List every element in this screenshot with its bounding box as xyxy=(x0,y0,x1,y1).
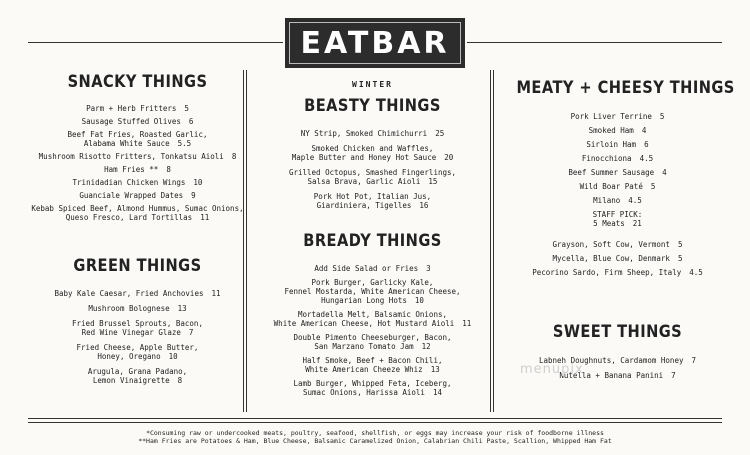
heading-meaty-cheesy-things: MEATY + CHEESY THINGS xyxy=(516,78,735,98)
menu-item xyxy=(500,126,735,135)
menu-item xyxy=(20,165,255,174)
menu-item-name: Add Side Salad or Fries xyxy=(314,264,419,273)
menu-item-price: 13 xyxy=(430,365,440,374)
eatbar-logo xyxy=(285,18,465,68)
season-label: WINTER xyxy=(352,80,393,89)
menu-item-name: Lemon Vinaigrette xyxy=(92,376,170,385)
menu-item xyxy=(20,139,255,148)
menu-item xyxy=(20,343,255,352)
menu-item xyxy=(500,168,735,177)
menu-item-name: Red Wine Vinegar Glaze xyxy=(81,328,181,337)
menu-item-name: Sumac Onions, Harissa Aioli xyxy=(303,388,425,397)
menu-item-name: Pork Burger, Garlicky Kale, xyxy=(311,278,434,287)
menu-item xyxy=(255,264,490,273)
menu-item-name: White American Cheeze Whiz xyxy=(305,365,423,374)
menu-item-price: 8 xyxy=(166,165,171,174)
brand-name: EATBAR xyxy=(289,22,461,64)
menu-item xyxy=(20,289,255,298)
menu-item-price: 8 xyxy=(231,152,237,161)
menu-item-name: Maple Butter and Honey Hot Sauce xyxy=(291,153,437,162)
menu-item xyxy=(20,352,255,361)
menu-item xyxy=(255,153,490,162)
menu-item xyxy=(255,201,490,210)
footer-note-raw-food: *Consuming raw or undercooked meats, poultry, seafood, shellfish, or eggs may increase your risk of foodborne illness xyxy=(146,429,604,437)
menu-item xyxy=(500,240,735,249)
menu-item-name: NY Strip, Smoked Chimichurri xyxy=(300,129,428,138)
menu-item xyxy=(255,144,490,153)
menu-item-price: 5 xyxy=(677,254,683,263)
menu-item-name: Grilled Octopus, Smashed Fingerlings, xyxy=(288,168,457,177)
menu-item-price: 12 xyxy=(421,342,431,351)
menu-item xyxy=(20,204,255,213)
menu-item-name: Nutella + Banana Panini xyxy=(559,371,664,380)
menu-item-name: Parm + Herb Fritters xyxy=(86,104,177,113)
menu-item-price: 5.5 xyxy=(177,139,192,148)
menu-item-name: STAFF PICK: xyxy=(592,210,643,219)
menu-item xyxy=(20,367,255,376)
menu-item-name: White American Cheese, Hot Mustard Aioli xyxy=(273,319,455,328)
menu-item xyxy=(500,254,735,263)
bottom-rule xyxy=(28,418,722,423)
menu-item-name: Wild Boar Paté xyxy=(579,182,643,191)
menu-item-name: Queso Fresco, Lard Tortillas xyxy=(65,213,193,222)
menu-item-price: 6 xyxy=(644,140,649,149)
menu-item-price: 5 xyxy=(659,112,665,121)
menu-item xyxy=(255,342,490,351)
menu-item-name: San Marzano Tomato Jam xyxy=(314,342,414,351)
menu-item-price: 20 xyxy=(444,153,454,162)
menu-item xyxy=(500,182,735,191)
menu-item-name: Smoked Chicken and Waffles, xyxy=(311,144,434,153)
menu-item-price: 7 xyxy=(188,328,194,337)
list-snacky-things xyxy=(20,104,255,222)
menu-item xyxy=(500,140,735,149)
menu-item-price: 13 xyxy=(177,304,187,313)
menu-item xyxy=(500,112,735,121)
menu-item-name: Beef Summer Sausage xyxy=(568,168,655,177)
menu-item-price: 10 xyxy=(414,296,424,305)
menu-item-name: Double Pimento Cheeseburger, Bacon, xyxy=(293,333,452,342)
menu-item xyxy=(255,356,490,365)
menu-item-name: Pecorino Sardo, Firm Sheep, Italy xyxy=(532,268,682,277)
menu-item xyxy=(500,154,735,163)
list-bready-things xyxy=(255,264,490,397)
menu-item-name: Labneh Doughnuts, Cardamom Honey xyxy=(538,356,684,365)
heading-sweet-things: SWEET THINGS xyxy=(552,322,683,342)
menu-item-name: Mushroom Bolognese xyxy=(88,304,170,313)
menu-item xyxy=(20,117,255,126)
menu-item-price: 11 xyxy=(200,213,210,222)
menu-item-name: Kebab Spiced Beef, Almond Hummus, Sumac Onions, xyxy=(31,204,244,213)
menu-item-name: Fried Brussel Sprouts, Bacon, xyxy=(72,319,203,328)
menu-item xyxy=(255,287,490,296)
menu-item-price: 25 xyxy=(435,129,445,138)
menu-item-price: 21 xyxy=(632,219,642,228)
menu-item-price: 4.5 xyxy=(639,154,654,163)
heading-snacky-things: SNACKY THINGS xyxy=(67,72,208,92)
menu-item-name: Mortadella Melt, Balsamic Onions, xyxy=(297,310,447,319)
menu-item-name: Sausage Stuffed Olives xyxy=(81,117,181,126)
top-rule-right xyxy=(467,42,722,43)
menu-item-name: Baby Kale Caesar, Fried Anchovies xyxy=(54,289,204,298)
menu-item xyxy=(20,130,255,139)
menu-item-price: 11 xyxy=(211,289,221,298)
menu-item-price: 8 xyxy=(177,376,183,385)
menu-item xyxy=(20,152,255,161)
menu-item xyxy=(255,168,490,177)
menu-item xyxy=(255,129,490,138)
menu-item xyxy=(500,268,735,277)
menu-item-name: Pork Liver Terrine xyxy=(570,112,652,121)
menu-item xyxy=(255,379,490,388)
menu-item xyxy=(255,310,490,319)
menu-item-price: 15 xyxy=(428,177,438,186)
heading-bready-things: BREADY THINGS xyxy=(303,231,442,251)
menu-item-price: 11 xyxy=(462,319,472,328)
menu-item-price: 10 xyxy=(168,352,178,361)
menu-item xyxy=(20,178,255,187)
menu-item xyxy=(20,213,255,222)
menu-item-price: 7 xyxy=(691,356,696,365)
menu-item-name: Honey, Oregano xyxy=(97,352,161,361)
menu-item-name: Mycella, Blue Cow, Denmark xyxy=(552,254,670,263)
menu-item xyxy=(20,191,255,200)
menu-item-name: Half Smoke, Beef + Bacon Chili, xyxy=(302,356,443,365)
menu-item xyxy=(20,376,255,385)
menu-item-name: Arugula, Grana Padano, xyxy=(87,367,188,376)
menu-item-name: Fried Cheese, Apple Butter, xyxy=(76,343,199,352)
menu-item-name: Finocchiona xyxy=(581,154,632,163)
menu-item-name: Grayson, Soft Cow, Vermont xyxy=(552,240,670,249)
menu-item-name: 5 Meats xyxy=(593,219,625,228)
menu-item-price: 9 xyxy=(191,191,196,200)
menu-item xyxy=(20,319,255,328)
list-green-things xyxy=(20,289,255,385)
menu-item xyxy=(500,219,735,228)
menu-item-name: Hungarian Long Hots xyxy=(321,296,407,305)
menu-item-price: 4.5 xyxy=(689,268,703,277)
menu-item xyxy=(20,328,255,337)
menu-item-name: Trinidadian Chicken Wings xyxy=(72,178,186,187)
menu-item xyxy=(255,365,490,374)
heading-beasty-things: BEASTY THINGS xyxy=(304,96,441,116)
menu-item-name: Giardiniera, Tigelles xyxy=(316,201,412,210)
menu-item-price: 10 xyxy=(193,178,203,187)
menu-item xyxy=(255,388,490,397)
menu-item-price: 4 xyxy=(662,168,667,177)
top-rule-left xyxy=(28,42,283,43)
menu-item-name: Smoked Ham xyxy=(588,126,634,135)
menu-item-name: Guanciale Wrapped Dates xyxy=(79,191,184,200)
menu-item-price: 7 xyxy=(671,371,676,380)
menu-item-name: Pork Hot Pot, Italian Jus, xyxy=(313,192,432,201)
menu-item xyxy=(255,333,490,342)
watermark: menupix xyxy=(520,362,584,377)
menu-item-name: Lamb Burger, Whipped Feta, Iceberg, xyxy=(293,379,452,388)
menu-item-name: Beef Fat Fries, Roasted Garlic, xyxy=(67,130,208,139)
menu-item xyxy=(255,278,490,287)
footer-note-ham-fries: **Ham Fries are Potatoes & Ham, Blue Cheese, Balsamic Caramelized Onion, Calabrian Chili Paste, Scallion, Whipped Ham Fat xyxy=(138,437,612,445)
menu-item xyxy=(255,192,490,201)
menu-item xyxy=(500,196,735,205)
menu-item-name: Mushroom Risotto Fritters, Tonkatsu Aioli xyxy=(38,152,224,161)
menu-item-name: Milano xyxy=(593,196,621,205)
menu-item-price: 5 xyxy=(184,104,189,113)
menu-item-price: 14 xyxy=(432,388,442,397)
menu-item xyxy=(255,319,490,328)
menu-item-name: Sirloin Ham xyxy=(586,140,637,149)
divider-right xyxy=(490,70,494,412)
menu-item-price: 16 xyxy=(419,201,429,210)
menu-item-price: 4.5 xyxy=(628,196,642,205)
list-beasty-things xyxy=(255,129,490,210)
menu-item-name: Ham Fries ** xyxy=(104,165,159,174)
list-meaty-cheesy-things xyxy=(500,112,735,277)
menu-item-price: 5 xyxy=(677,240,683,249)
menu-item-price: 6 xyxy=(188,117,194,126)
menu-item xyxy=(500,210,735,219)
menu-item-name: Alabama White Sauce xyxy=(83,139,170,148)
menu-item-price: 3 xyxy=(426,264,431,273)
heading-green-things: GREEN THINGS xyxy=(73,256,202,276)
menu-item xyxy=(255,296,490,305)
menu-item xyxy=(20,104,255,113)
menu-item xyxy=(255,177,490,186)
menu-item-price: 4 xyxy=(641,126,647,135)
menu-item xyxy=(20,304,255,313)
menu-item-name: Fennel Mostarda, White American Cheese, xyxy=(284,287,461,296)
menu-item-price: 5 xyxy=(650,182,656,191)
menu-item-name: Salsa Brava, Garlic Aioli xyxy=(307,177,421,186)
